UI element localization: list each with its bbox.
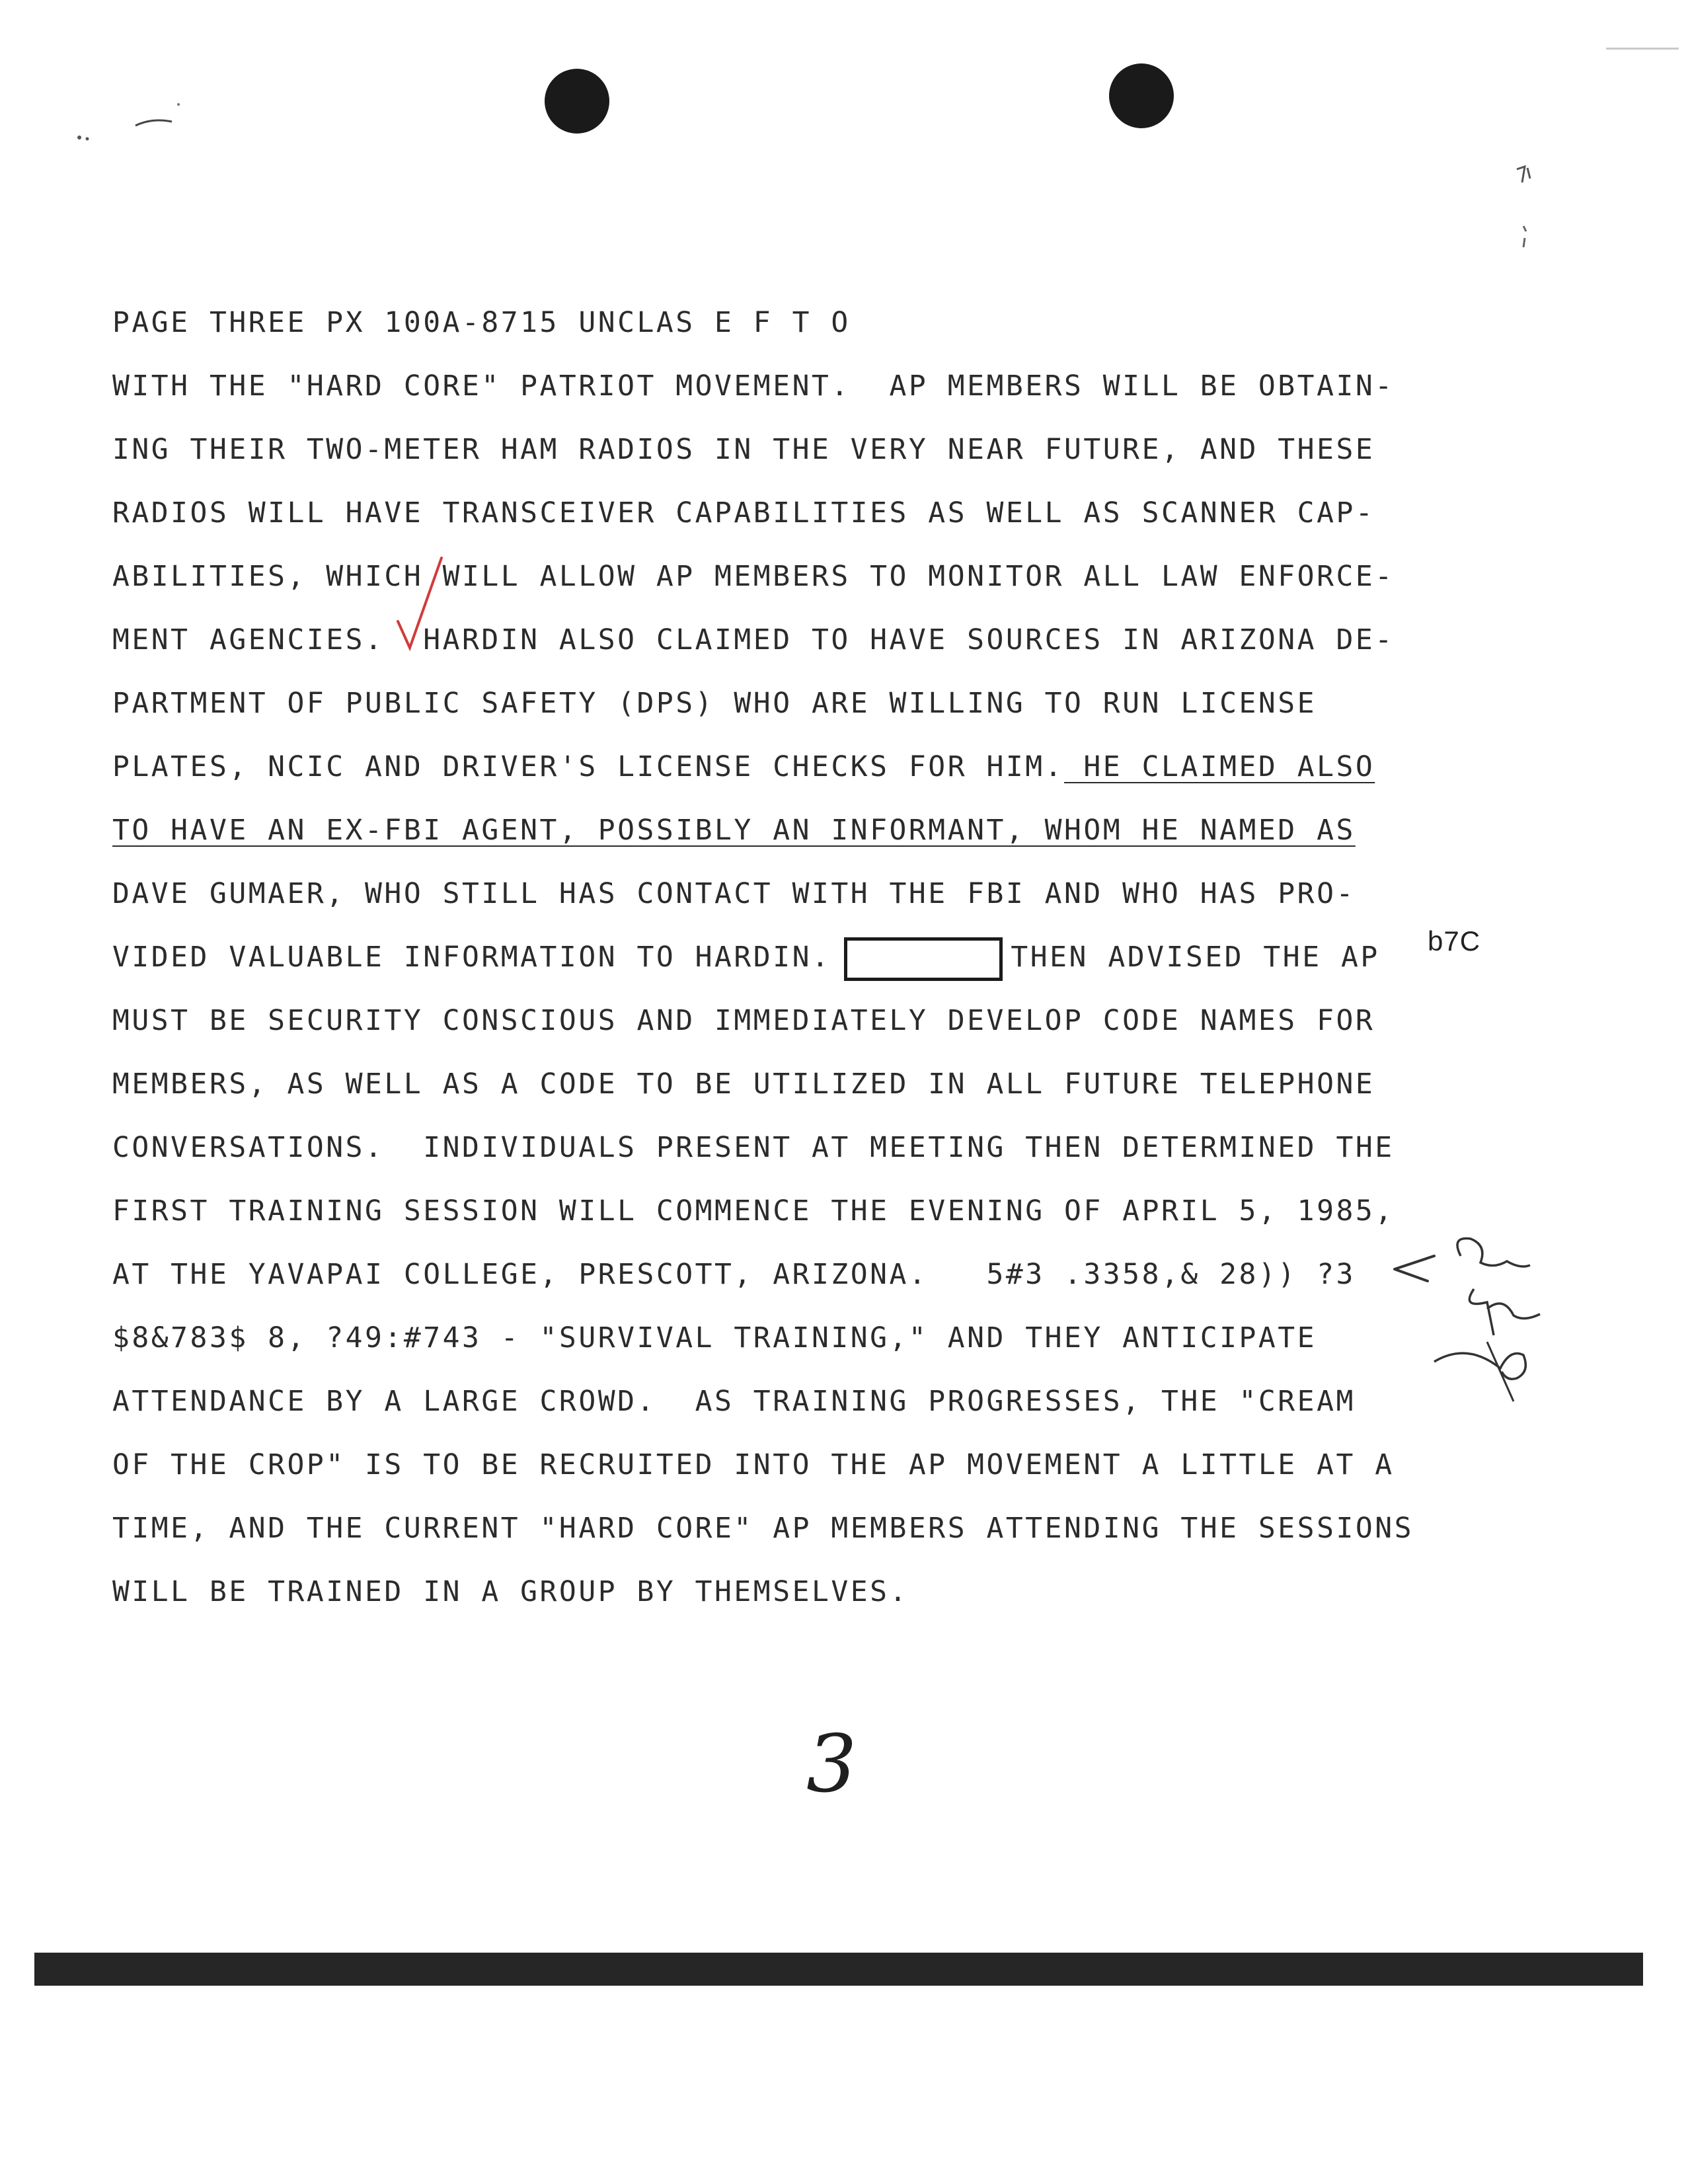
text-line: PARTMENT OF PUBLIC SAFETY (DPS) WHO ARE WILLING TO RUN LICENSE: [112, 687, 1317, 720]
teletype-body: [112, 291, 1447, 1623]
underlined-text: TO HAVE AN EX-FBI AGENT, POSSIBLY AN INFORMANT, WHOM HE NAMED AS: [112, 814, 1356, 847]
text-line: [112, 735, 1447, 799]
text-line: ING THEIR TWO-METER HAM RADIOS IN THE VERY NEAR FUTURE, AND THESE: [112, 433, 1375, 466]
text-line: AT THE YAVAPAI COLLEGE, PRESCOTT, ARIZONA. 5#3 .3358,& 28)) ?3: [112, 1258, 1356, 1291]
red-checkmark-icon: [395, 555, 448, 654]
text-line: ATTENDANCE BY A LARGE CROWD. AS TRAINING PROGRESSES, THE "CREAM: [112, 1385, 1356, 1418]
punch-hole-left: [545, 69, 609, 134]
text-segment: PLATES, NCIC AND DRIVER'S LICENSE CHECKS FOR HIM.: [112, 750, 1065, 783]
text-segment: VIDED VALUABLE INFORMATION TO HARDIN.: [112, 941, 831, 974]
text-line: TIME, AND THE CURRENT "HARD CORE" AP MEMBERS ATTENDING THE SESSIONS: [112, 1512, 1414, 1545]
text-line: RADIOS WILL HAVE TRANSCEIVER CAPABILITIES AS WELL AS SCANNER CAP-: [112, 496, 1375, 529]
text-segment: THEN ADVISED THE AP: [1011, 941, 1380, 974]
corner-scribble: [1510, 165, 1550, 271]
text-line: MENT AGENCIES. HARDIN ALSO CLAIMED TO HAVE SOURCES IN ARIZONA DE-: [112, 623, 1395, 656]
top-edge-mark: [1606, 48, 1679, 50]
text-line: ABILITIES, WHICH WILL ALLOW AP MEMBERS TO MONITOR ALL LAW ENFORCE-: [112, 560, 1395, 593]
text-line: CONVERSATIONS. INDIVIDUALS PRESENT AT MEETING THEN DETERMINED THE: [112, 1131, 1395, 1164]
redaction-box: [844, 937, 1003, 981]
handwritten-margin-note: [1388, 1229, 1560, 1428]
text-line: DAVE GUMAER, WHO STILL HAS CONTACT WITH THE FBI AND WHO HAS PRO-: [112, 877, 1356, 910]
text-line: [112, 925, 1447, 989]
redaction-exemption-code: b7C: [1428, 925, 1481, 956]
text-line: $8&783$ 8, ?49:#743 - "SURVIVAL TRAINING," AND THEY ANTICIPATE: [112, 1321, 1317, 1354]
bottom-scan-bar: [34, 1953, 1643, 1986]
handwritten-page-number: 3: [806, 1719, 857, 1811]
text-line: OF THE CROP" IS TO BE RECRUITED INTO THE AP MOVEMENT A LITTLE AT A: [112, 1448, 1395, 1481]
text-line: FIRST TRAINING SESSION WILL COMMENCE THE EVENING OF APRIL 5, 1985,: [112, 1194, 1395, 1228]
text-line: [112, 799, 1447, 862]
text-line: WILL BE TRAINED IN A GROUP BY THEMSELVES.: [112, 1575, 909, 1608]
stray-pen-marks: [73, 99, 205, 152]
text-line: MUST BE SECURITY CONSCIOUS AND IMMEDIATELY DEVELOP CODE NAMES FOR: [112, 1004, 1375, 1037]
text-line: WITH THE "HARD CORE" PATRIOT MOVEMENT. AP MEMBERS WILL BE OBTAIN-: [112, 370, 1395, 403]
underlined-text: HE CLAIMED ALSO: [1064, 750, 1375, 783]
text-line: MEMBERS, AS WELL AS A CODE TO BE UTILIZED IN ALL FUTURE TELEPHONE: [112, 1068, 1375, 1101]
page-header-line: PAGE THREE PX 100A-8715 UNCLAS E F T O: [112, 306, 851, 339]
punch-hole-right: [1109, 63, 1174, 128]
